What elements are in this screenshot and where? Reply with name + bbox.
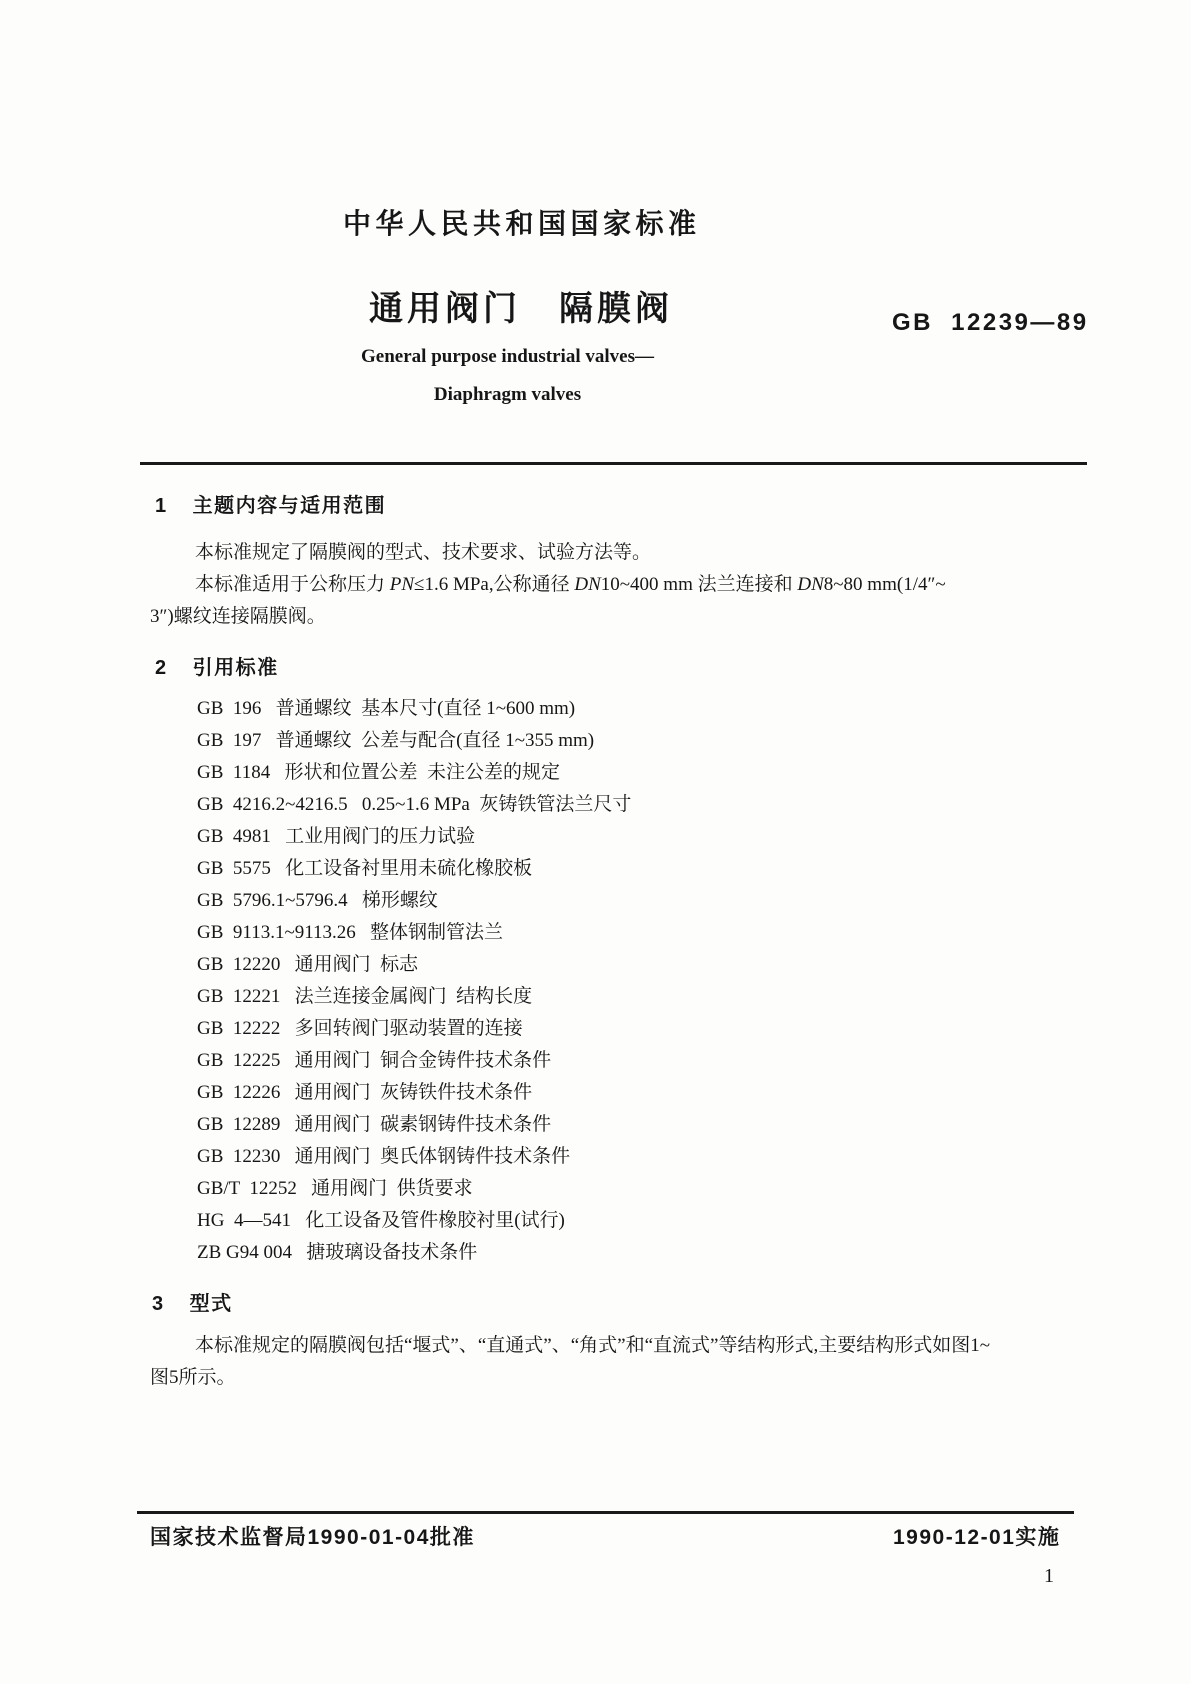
reference-item: HG 4—541 化工设备及管件橡胶衬里(试行): [197, 1210, 565, 1231]
section-1-title: 主题内容与适用范围: [192, 495, 387, 517]
reference-item: GB 12221 法兰连接金属阀门 结构长度: [197, 986, 533, 1007]
page-number: 1: [1044, 1565, 1054, 1587]
reference-standards-list: [197, 693, 631, 1269]
standard-org-title: 中华人民共和国国家标准: [343, 208, 701, 239]
implementation-date: 1990-12-01实施: [893, 1526, 1061, 1549]
reference-item: GB 5575 化工设备衬里用未硫化橡胶板: [197, 858, 533, 879]
section-3-paragraph-line-1: 本标准规定的隔膜阀包括“堰式”、“直通式”、“角式”和“直流式”等结构形式,主要结构形式如图1~: [195, 1335, 990, 1356]
reference-item: GB 12222 多回转阀门驱动装置的连接: [197, 1018, 523, 1039]
section-1-paragraph-1: 本标准规定了隔膜阀的型式、技术要求、试验方法等。: [195, 542, 652, 563]
reference-item: GB 12289 通用阀门 碳素钢铸件技术条件: [197, 1114, 552, 1135]
approval-authority-date: 国家技术监督局1990-01-04批准: [150, 1526, 475, 1549]
reference-item: GB/T 12252 通用阀门 供货要求: [197, 1178, 473, 1199]
standard-number: GB 12239—89: [892, 309, 1089, 336]
reference-item: ZB G94 004 搪玻璃设备技术条件: [197, 1242, 478, 1263]
section-3-paragraph-line-2: 图5所示。: [150, 1367, 236, 1388]
section-2-title: 引用标准: [192, 657, 279, 679]
reference-item: GB 12230 通用阀门 奥氏体钢铸件技术条件: [197, 1146, 571, 1167]
document-title-en-line2: Diaphragm valves: [433, 384, 582, 405]
section-3-body: [150, 1330, 1080, 1394]
section-1-number: 1: [155, 495, 168, 517]
reference-item: GB 9113.1~9113.26 整体钢制管法兰: [197, 922, 504, 943]
header-divider: [140, 462, 1087, 465]
section-3-heading: [152, 1287, 233, 1316]
reference-item: GB 12220 通用阀门 标志: [197, 954, 419, 975]
reference-item: GB 197 普通螺纹 公差与配合(直径 1~355 mm): [197, 730, 595, 751]
reference-item: GB 12225 通用阀门 铜合金铸件技术条件: [197, 1050, 552, 1071]
reference-item: GB 4216.2~4216.5 0.25~1.6 MPa 灰铸铁管法兰尺寸: [197, 794, 632, 815]
reference-item: GB 12226 通用阀门 灰铸铁件技术条件: [197, 1082, 533, 1103]
document-title-cn: 通用阀门 隔膜阀: [369, 290, 673, 328]
reference-item: GB 5796.1~5796.4 梯形螺纹: [197, 890, 438, 911]
reference-item: GB 196 普通螺纹 基本尺寸(直径 1~600 mm): [197, 698, 576, 719]
section-3-title: 型式: [189, 1293, 233, 1315]
footer-divider: [137, 1511, 1074, 1514]
section-1-heading: [155, 489, 386, 518]
reference-item: GB 4981 工业用阀门的压力试验: [197, 826, 476, 847]
document-title-en-line1: General purpose industrial valves—: [361, 346, 654, 367]
section-1-body: [150, 537, 1080, 633]
section-2-number: 2: [155, 657, 168, 679]
section-1-paragraph-2-line-2: 3″)螺纹连接隔膜阀。: [150, 606, 326, 627]
section-2-heading: [155, 651, 279, 680]
reference-item: GB 1184 形状和位置公差 未注公差的规定: [197, 762, 560, 783]
section-1-paragraph-2-line-1: 本标准适用于公称压力 PN≤1.6 MPa,公称通径 DN10~400 mm 法兰连接和 DN8~80 mm(1/4″~: [195, 574, 946, 595]
section-3-number: 3: [152, 1293, 165, 1315]
